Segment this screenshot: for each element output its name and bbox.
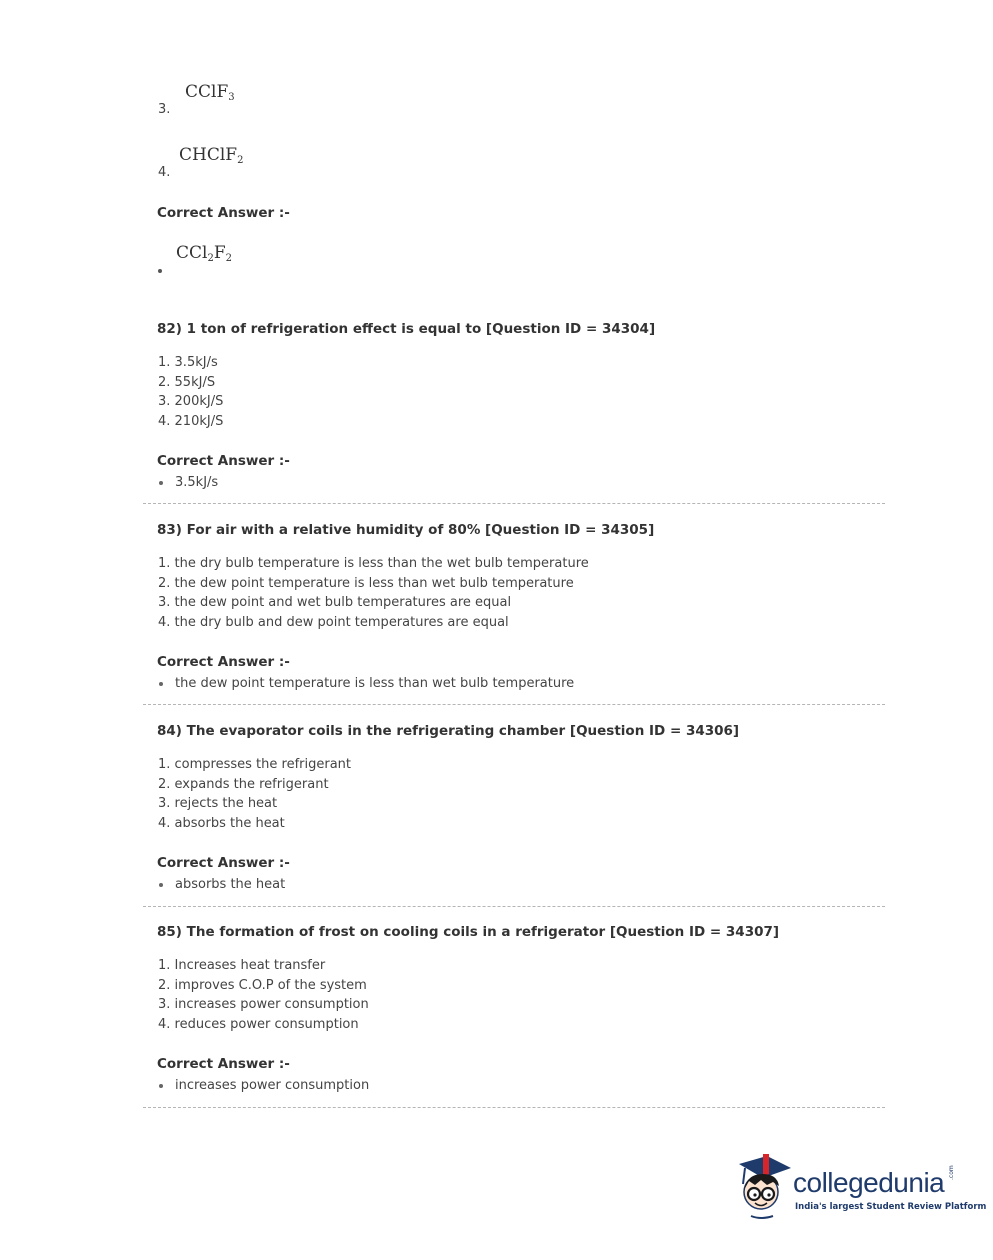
question-85-options [158, 956, 369, 1034]
question-84-answer [158, 877, 285, 892]
correct-answer-label: Correct Answer :- [157, 205, 290, 221]
formula-cclf3: CClF$_3$ [185, 82, 235, 103]
question-83-heading: 83) For air with a relative humidity of 80% [Question ID = 34305] [157, 522, 655, 538]
divider [143, 1107, 885, 1108]
option: 2. the dew point temperature is less than wet bulb temperature [158, 575, 574, 591]
option: 4. reduces power consumption [158, 1016, 359, 1032]
question-85-heading: 85) The formation of frost on cooling coils in a refrigerator [Question ID = 34307] [157, 924, 780, 940]
question-83-options [158, 554, 589, 632]
option: 3. 200kJ/S [158, 394, 224, 409]
option: 4. absorbs the heat [158, 815, 285, 831]
mascot-icon [733, 1150, 793, 1222]
bullet [158, 269, 162, 273]
option: 3. the dew point and wet bulb temperatures are equal [158, 595, 512, 610]
option: 2. improves C.O.P of the system [158, 977, 367, 993]
option: 1. Increases heat transfer [158, 958, 326, 973]
correct-answer-label: Correct Answer :- [157, 1056, 290, 1072]
option: 1. compresses the refrigerant [158, 757, 352, 772]
option: 1. 3.5kJ/s [158, 355, 218, 370]
formula-chclf2: CHClF$_2$ [179, 145, 244, 166]
option: 3. increases power consumption [158, 997, 369, 1012]
formula-ccl2f2: $CCl_2F_2$ [176, 243, 232, 264]
option: 2. expands the refrigerant [158, 776, 329, 792]
logo-dotcom: .com [948, 1165, 955, 1180]
option: 1. the dry bulb temperature is less than the wet bulb temperature [158, 556, 589, 571]
question-85-answer [158, 1078, 369, 1093]
correct-answer-label: Correct Answer :- [157, 654, 290, 670]
option-number: 3. [158, 102, 171, 117]
question-83-answer [158, 676, 574, 691]
bullet [159, 883, 163, 887]
divider [143, 704, 885, 705]
logo-wordmark: collegedunia [793, 1167, 945, 1198]
correct-answer-label: Correct Answer :- [157, 453, 290, 469]
question-82-options [158, 353, 223, 431]
bullet [159, 481, 163, 485]
answer-text: increases power consumption [175, 1078, 370, 1093]
question-82-answer [158, 475, 218, 490]
option: 4. 210kJ/S [158, 413, 224, 429]
divider [143, 906, 885, 907]
question-82-heading: 82) 1 ton of refrigeration effect is equal to [Question ID = 34304] [157, 321, 656, 337]
option: 4. the dry bulb and dew point temperatures are equal [158, 614, 509, 630]
option: 3. rejects the heat [158, 796, 278, 811]
option-number: 4. [158, 165, 171, 180]
question-84-options [158, 755, 351, 833]
question-84-heading: 84) The evaporator coils in the refrigerating chamber [Question ID = 34306] [157, 723, 740, 739]
logo-tagline: India's largest Student Review Platform [795, 1202, 987, 1212]
answer-text: the dew point temperature is less than wet bulb temperature [175, 676, 575, 691]
answer-text: absorbs the heat [175, 877, 286, 892]
answer-text: 3.5kJ/s [175, 475, 219, 490]
collegedunia-logo [733, 1150, 987, 1222]
bullet [159, 682, 163, 686]
correct-answer-label: Correct Answer :- [157, 855, 290, 871]
option: 2. 55kJ/S [158, 374, 216, 390]
divider [143, 503, 885, 504]
bullet [159, 1084, 163, 1088]
